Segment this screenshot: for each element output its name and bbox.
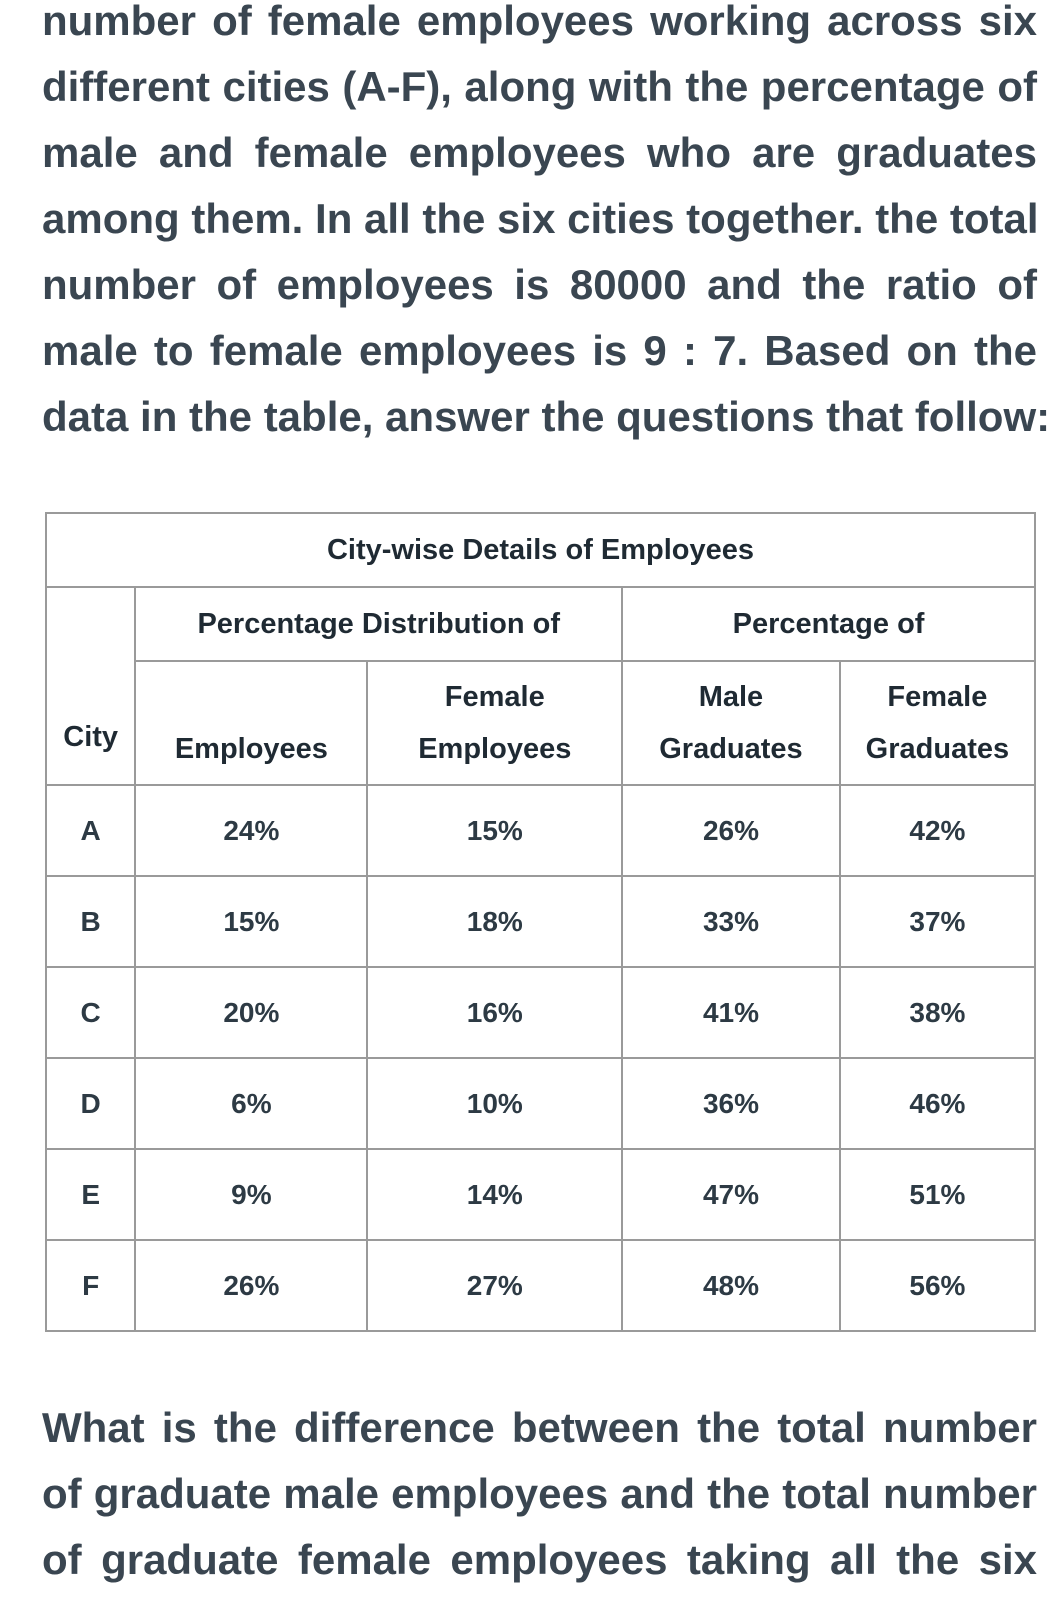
cell-employees: 6% (135, 1058, 367, 1149)
cell-city: F (46, 1240, 135, 1331)
cell-female-graduates: 37% (840, 876, 1035, 967)
cell-female-employees: 10% (367, 1058, 622, 1149)
cell-city: E (46, 1149, 135, 1240)
cell-city: B (46, 876, 135, 967)
cell-employees: 15% (135, 876, 367, 967)
question-line: What is the difference between the total number (42, 1404, 1037, 1451)
cell-city: D (46, 1058, 135, 1149)
cell-female-employees: 16% (367, 967, 622, 1058)
intro-line: number of employees is 80000 and the ratio of (42, 261, 1037, 308)
question-line: of graduate male employees and the total number (42, 1470, 1037, 1517)
question-line: of graduate female employees taking all the six (42, 1536, 1037, 1583)
cell-male-graduates: 36% (622, 1058, 840, 1149)
cell-employees: 20% (135, 967, 367, 1058)
intro-line: male and female employees who are graduates (42, 129, 1037, 176)
cell-male-graduates: 41% (622, 967, 840, 1058)
group-header-percentage: Percentage of (622, 587, 1035, 661)
column-header-female-employees: Female Employees (367, 661, 622, 785)
cell-male-graduates: 47% (622, 1149, 840, 1240)
cell-female-employees: 27% (367, 1240, 622, 1331)
table-row (46, 1058, 1035, 1149)
cell-male-graduates: 48% (622, 1240, 840, 1331)
cell-female-graduates: 56% (840, 1240, 1035, 1331)
cell-city: A (46, 785, 135, 876)
cell-female-graduates: 42% (840, 785, 1035, 876)
cell-female-employees: 14% (367, 1149, 622, 1240)
table-row (46, 785, 1035, 876)
intro-line: number of female employees working across six (42, 0, 1037, 44)
intro-line: male to female employees is 9 : 7. Based on the (42, 327, 1037, 374)
intro-line: among them. In all the six cities together. the total (42, 195, 1039, 242)
cell-female-graduates: 46% (840, 1058, 1035, 1149)
employee-details-table (45, 512, 1036, 1332)
question-paragraph (42, 1395, 1037, 1593)
cell-female-employees: 15% (367, 785, 622, 876)
cell-female-graduates: 51% (840, 1149, 1035, 1240)
cell-male-graduates: 26% (622, 785, 840, 876)
cell-employees: 24% (135, 785, 367, 876)
table-row (46, 1240, 1035, 1331)
cell-female-graduates: 38% (840, 967, 1035, 1058)
cell-city: C (46, 967, 135, 1058)
intro-line: data in the table, answer the questions that follow: (42, 393, 1051, 440)
table-row (46, 1149, 1035, 1240)
table-row (46, 967, 1035, 1058)
table-row (46, 876, 1035, 967)
cell-employees: 9% (135, 1149, 367, 1240)
intro-paragraph (42, 0, 1051, 450)
cell-female-employees: 18% (367, 876, 622, 967)
column-header-female-graduates: Female Graduates (840, 661, 1035, 785)
intro-line: different cities (A-F), along with the percentage of (42, 63, 1037, 110)
table-title: City-wise Details of Employees (46, 513, 1035, 587)
cell-employees: 26% (135, 1240, 367, 1331)
column-header-city: City (46, 587, 135, 785)
column-header-employees: Employees (135, 661, 367, 785)
cell-male-graduates: 33% (622, 876, 840, 967)
group-header-distribution: Percentage Distribution of (135, 587, 622, 661)
column-header-male-graduates: Male Graduates (622, 661, 840, 785)
